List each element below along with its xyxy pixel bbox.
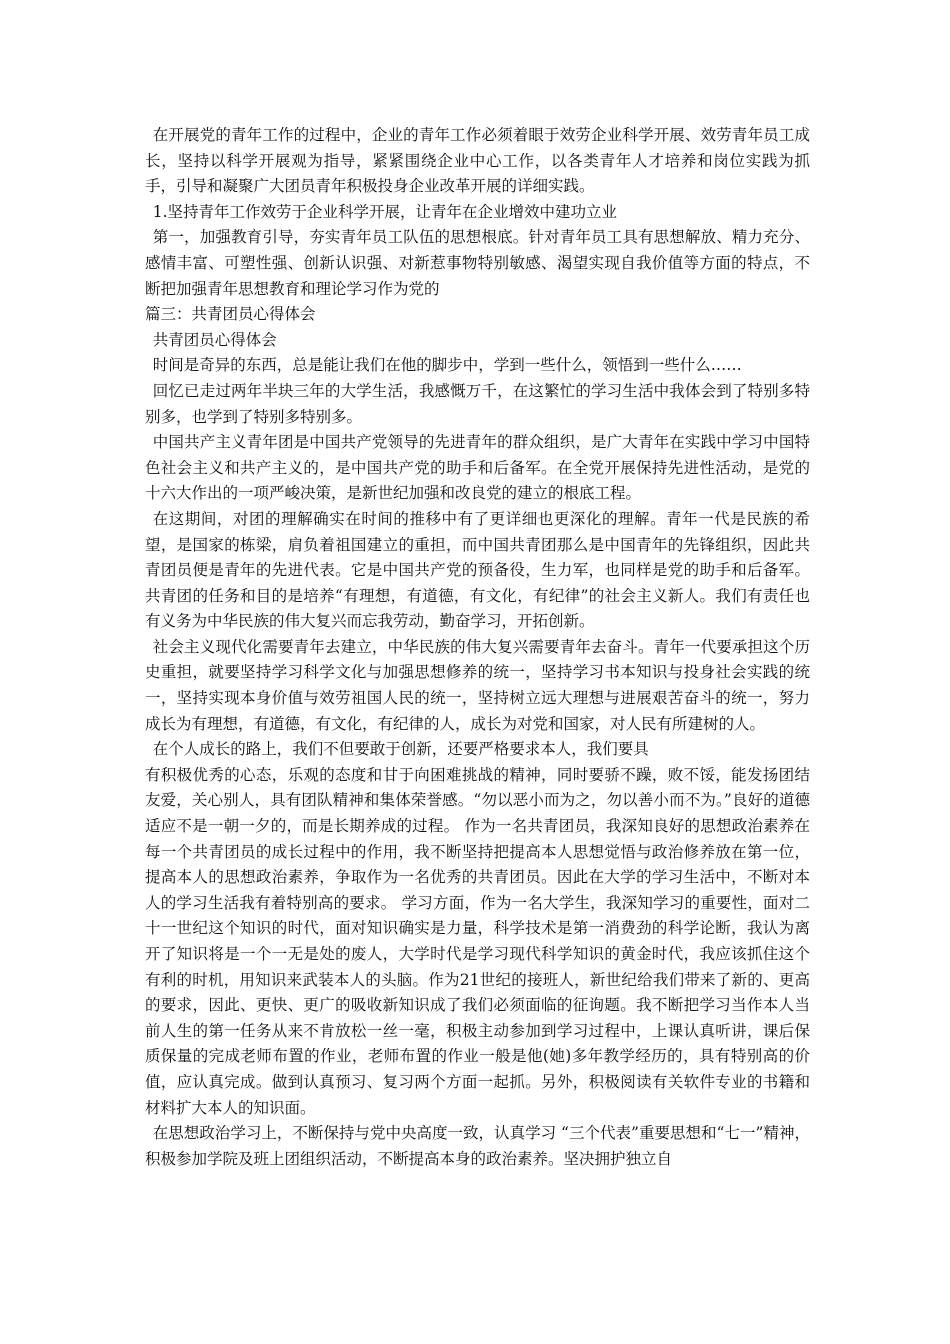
paragraph: 第一，加强教育引导，夯实青年员工队伍的思想根底。针对青年员工具有思想解放、精力充分、感情丰富、可塑性强、创新认识强、对新惹事物特别敏感、渴望实现自我价值等方面的特点，不断把加强青年思想教育和理论学习作为党的 [145, 228, 810, 298]
chapter-heading: 篇三：共青团员心得体会 [145, 305, 316, 324]
paragraph: 在这期间，对团的理解确实在时间的推移中有了更详细也更深化的理解。青年一代是民族的希望，是国家的栋梁，肩负着祖国建立的重担，而中国共青团那么是中国青年的先锋组织，因此共青团员便是青年的先进代表。它是中国共产党的预备役，生力军，也同样是党的助手和后备军。共青团的任务和目的是培养“有理想，有道德，有文化，有纪律”的社会主义新人。我们有责任也有义务为中华民族的伟大复兴而忘我劳动，勤奋学习，开拓创新。 [145, 509, 810, 631]
paragraph: 社会主义现代化需要青年去建立，中华民族的伟大复兴需要青年去奋斗。青年一代要承担这个历史重担，就要坚持学习科学文化与加强思想修养的统一，坚持学习书本知识与投身社会实践的统一，坚持实现本身价值与效劳祖国人民的统一，坚持树立远大理想与进展艰苦奋斗的统一，努力成长为有理想，有道德，有文化，有纪律的人，成长为对党和国家，对人民有所建树的人。 [145, 637, 810, 733]
article-title: 共青团员心得体会 [152, 330, 277, 349]
section-heading: 1.坚持青年工作效劳于企业科学开展，让青年在企业增效中建功立业 [152, 202, 618, 221]
paragraph: 回忆已走过两年半块三年的大学生活，我感慨万千，在这繁忙的学习生活中我体会到了特别多特别多，也学到了特别多特别多。 [145, 381, 810, 426]
paragraph: 在开展党的青年工作的过程中，企业的青年工作必须着眼于效劳企业科学开展、效劳青年员工成长，坚持以科学开展观为指导，紧紧围绕企业中心工作，以各类青年人才培养和岗位实践为抓手，引导和凝聚广大团员青年积极投身企业改革开展的详细实践。 [145, 126, 810, 196]
paragraph: 在个人成长的路上，我们不但要敢于创新，还要严格要求本人，我们要具 [152, 740, 649, 759]
paragraph: 有积极优秀的心态，乐观的态度和甘于向困难挑战的精神，同时要骄不躁，败不馁，能发扬团结友爱，关心别人，具有团队精神和集体荣誉感。“勿以恶小而为之，勿以善小而不为。”良好的道德适应不是一朝一夕的，而是长期养成的过程。 作为一名共青团员，我深知良好的思想政治素养在每一个共青团员的成长过程中的作用，我不断坚持把提高本人思想觉悟与政治修养放在第一位，提高本人的思想政治素养，争取作为一名优秀的共青团员。因此在大学的学习生活中，不断对本人的学习生活我有着特别高的要求。 学习方面，作为一名大学生，我深知学习的重要性，面对二十一世纪这个知识的时代，面对知识确实是力量，科学技术是第一消费劲的科学论断，我认为离开了知识将是一个一无是处的废人，大学时代是学习现代科学知识的黄金时代，我应该抓住这个有利的时机，用知识来武装本人的头脑。作为21世纪的接班人，新世纪给我们带来了新的、更高的要求，因此、更快、更广的吸收新知识成了我们必须面临的征询题。我不断把学习当作本人当前人生的第一任务从来不肯放松一丝一毫，积极主动参加到学习过程中，上课认真听讲，课后保质保量的完成老师布置的作业，老师布置的作业一般是他(她)多年教学经历的，具有特别高的价值，应认真完成。做到认真预习、复习两个方面一起抓。另外，积极阅读有关软件专业的书籍和材料扩大本人的知识面。 [145, 765, 810, 1117]
paragraph: 时间是奇异的东西，总是能让我们在他的脚步中，学到一些什么，领悟到一些什么…… [152, 356, 742, 375]
paragraph: 在思想政治学习上，不断保持与党中央高度一致，认真学习 “三个代表”重要思想和“七一”精神，积极参加学院及班上团组织活动，不断提高本身的政治素养。坚决拥护独立自 [145, 1124, 810, 1168]
document-page [145, 123, 810, 1172]
paragraph: 中国共产主义青年团是中国共产党领导的先进青年的群众组织，是广大青年在实践中学习中国特色社会主义和共产主义的，是中国共产党的助手和后备军。在全党开展保持先进性活动，是党的十六大作出的一项严峻决策，是新世纪加强和改良党的建立的根底工程。 [145, 433, 810, 503]
